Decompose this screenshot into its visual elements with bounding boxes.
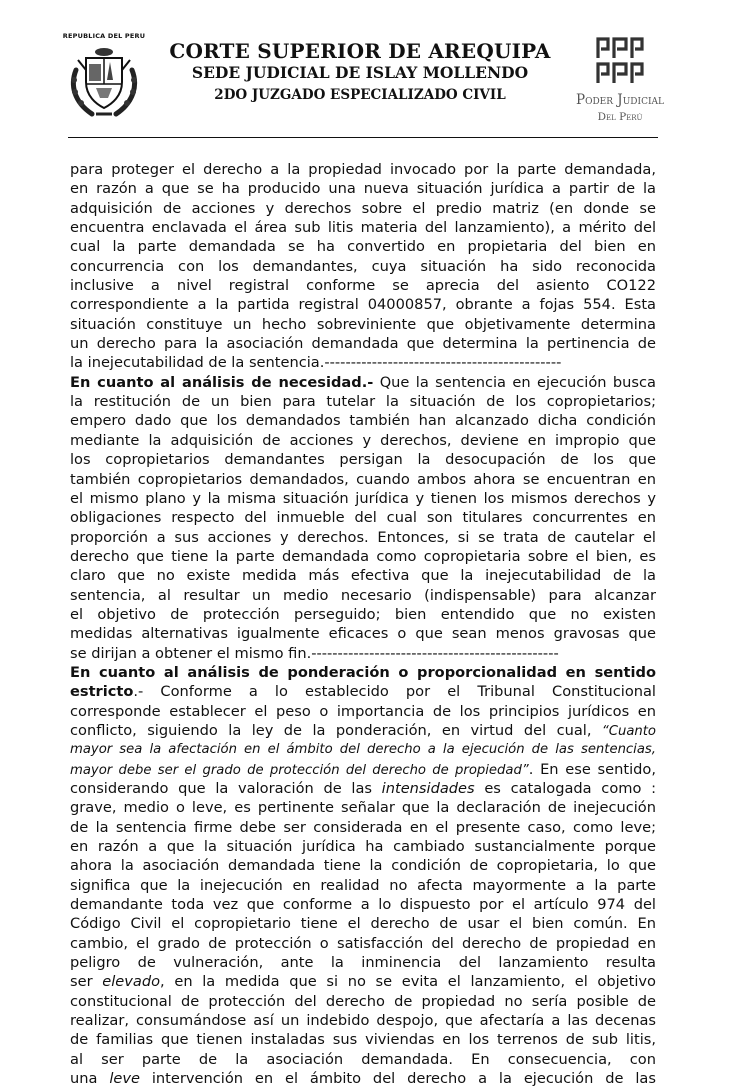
- court-header: [160, 40, 560, 104]
- text-line: obligaciones respecto del inmueble del cual son titulares concurrentes en: [70, 509, 656, 527]
- text-line: de familias que tienen instaladas sus viviendas en los terrenos de sub litis,: [70, 1031, 656, 1049]
- text-line: [70, 760, 656, 779]
- text-line: en razón a que la situación jurídica ha cambiado sustancialmente porque: [70, 838, 656, 856]
- text-line: el mismo plano y la misma situación jurídica y tienen los mismos derechos y: [70, 489, 656, 507]
- text-line-heading-estricto: [70, 682, 656, 701]
- text-line: proporción a sus acciones y derechos. Entonces, si se trata de cautelar el: [70, 528, 656, 546]
- text-line: [70, 779, 656, 798]
- text-line: en razón a que se ha producido una nueva situación jurídica a partir de la: [70, 180, 656, 198]
- court-office: 2DO JUZGADO ESPECIALIZADO CIVIL: [214, 87, 506, 103]
- text-line: un derecho para la asociación demandada que determina la pertinencia de: [70, 335, 656, 353]
- court-seat: SEDE JUDICIAL DE ISLAY MOLLENDO: [191, 63, 529, 82]
- text-line: empero dado que los demandados también han alcanzado dicha condición: [70, 412, 656, 430]
- text-line: correspondiente a la partida registral 04000857, obrante a fojas 554. Esta: [70, 296, 656, 314]
- logo-name: Poder Judicial: [575, 92, 664, 108]
- logo-subtitle: Del Perú: [597, 111, 643, 123]
- coat-of-arms-icon: [62, 30, 146, 122]
- section-heading: En cuanto al análisis de ponderación o proporcionalidad en sentido: [70, 663, 656, 681]
- text-line: ahora la asociación demandada tiene la condición de copropietaria, lo que: [70, 857, 656, 875]
- italic-run: intensidades: [381, 780, 475, 797]
- quote-line: mayor sea la afectación en el ámbito del derecho a la ejecución de las sentencias,: [70, 742, 656, 758]
- text-line: inclusive a nivel registral conforme se aprecia del asiento CO122: [70, 277, 656, 295]
- text-line: claro que no existe medida más efectiva que la inejecutabilidad de la: [70, 567, 656, 585]
- text-line: la restitución de un bien para tutelar la situación de los copropietarios;: [70, 393, 656, 411]
- italic-run: leve: [109, 1070, 140, 1088]
- text-line: de la sentencia firme debe ser considerada en el presente caso, como leve;: [70, 818, 656, 836]
- text-line: los copropietarios demandantes persigan la desocupación de los que: [70, 451, 656, 469]
- text-line: al ser parte de la asociación demandada. En consecuencia, con: [70, 1050, 656, 1068]
- text-line: corresponde establecer el peso o importancia de los principios jurídicos en: [70, 702, 656, 720]
- text-line: realizar, consumándose así un indebido despojo, que afectaría a las decenas: [70, 1012, 656, 1030]
- peru-coat-of-arms: [62, 30, 146, 122]
- text-line: grave, medio o leve, es pertinente señalar que la declaración de inejecución: [70, 799, 656, 817]
- text-line: medidas alternativas igualmente eficaces o que sean menos gravosas que: [70, 625, 656, 643]
- text-line: mediante la adquisición de acciones y derechos, deviene en impropio que: [70, 431, 656, 449]
- text-run: Que la sentencia en ejecución busca: [373, 373, 656, 391]
- text-run: . En ese sentido,: [528, 760, 656, 778]
- text-line: cual la parte demandada se ha convertido en propietaria del bien en: [70, 238, 656, 256]
- text-line: para proteger el derecho a la propiedad invocado por la parte demandada,: [70, 161, 656, 178]
- text-line: demandante toda vez que conforme a lo dispuesto por el artículo 974 del: [70, 896, 656, 914]
- quote-run: mayor debe ser el grado de protección del derecho de propiedad”: [70, 762, 529, 778]
- poder-judicial-logo-icon: [595, 36, 645, 86]
- text-run: conflicto, siguiendo la ley de la ponderación, en virtud del cual,: [70, 721, 602, 739]
- text-run: .- Conforme a lo establecido por el Tribunal Constitucional: [133, 683, 656, 701]
- court-name: CORTE SUPERIOR DE AREQUIPA: [169, 39, 551, 63]
- text-run: es catalogada como :: [474, 780, 656, 797]
- text-run: una: [70, 1070, 110, 1088]
- text-run: intervención en el ámbito del derecho a la ejecución de las: [139, 1070, 656, 1088]
- quote-run: “Cuanto: [601, 723, 656, 739]
- text-line: se dirijan a obtener el mismo fin.-----------------------------------------------: [70, 644, 559, 662]
- text-line: [70, 721, 656, 740]
- text-line: adquisición de acciones y derechos sobre el predio matriz (en donde se: [70, 199, 656, 217]
- text-line: constitucional de protección del derecho de propiedad no sería posible de: [70, 992, 656, 1010]
- header-divider: [68, 137, 658, 138]
- text-line: [70, 972, 656, 991]
- text-line: derecho que tiene la parte demandada como copropietaria sobre el bien, es: [70, 547, 656, 565]
- section-heading-end: estricto: [70, 683, 134, 701]
- text-line-heading-necesidad: [70, 373, 656, 392]
- text-line: cambio, el grado de protección o satisfacción del derecho de propiedad en: [70, 934, 656, 952]
- seal-caption: REPUBLICA DEL PERU: [62, 32, 146, 40]
- section-heading: En cuanto al análisis de necesidad.-: [70, 373, 374, 391]
- text-line: sentencia, al resultar un medio necesario (indispensable) para alcanzar: [70, 586, 656, 604]
- italic-run: elevado: [102, 973, 161, 991]
- text-line: el objetivo de protección perseguido; bien entendido que no existen: [70, 605, 656, 623]
- document-body: [70, 160, 656, 1089]
- text-line: concurrencia con los demandantes, cuya situación ha sido reconocida: [70, 257, 656, 275]
- text-line: también copropietarios demandados, cuando ambos ahora se encuentran en: [70, 470, 656, 488]
- text-line: significa que la inejecución en realidad no afecta mayormente a la parte: [70, 876, 656, 894]
- text-line: [70, 1069, 656, 1088]
- text-run: , en la medida que si no se evita el lanzamiento, el objetivo: [160, 973, 656, 991]
- text-line: peligro de vulneración, ante la inminencia del lanzamiento resulta: [70, 954, 656, 972]
- text-line: encuentra enclavada el área sub litis materia del lanzamiento), a mérito del: [70, 219, 656, 237]
- text-run: considerando que la valoración de las: [70, 780, 382, 797]
- text-line: situación constituye un hecho sobreviniente que objetivamente determina: [70, 315, 656, 333]
- text-line: la inejecutabilidad de la sentencia.---------------------------------------------: [70, 354, 562, 372]
- text-line: Código Civil el copropietario tiene el derecho de usar el bien común. En: [70, 915, 656, 933]
- text-run: ser: [70, 973, 103, 991]
